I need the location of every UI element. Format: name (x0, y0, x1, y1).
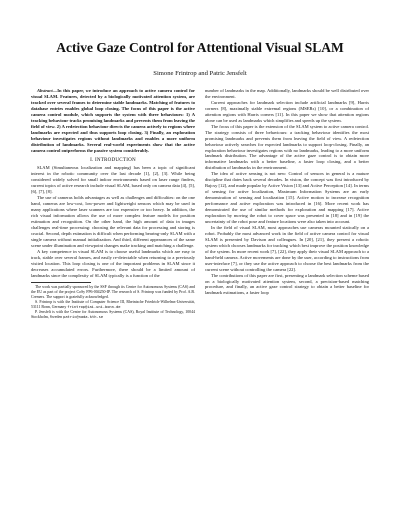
intro-paragraph-1: SLAM (Simultaneous localization and mapping) has been a topic of significant interest in the robotic community over the last decade [1], [2], [3]. While being considered widely solved for small indoor environments based on laser range finders, current topics of active research include visual SLAM, based only on camera data [4], [5], [6], [7], [8]. (31, 165, 196, 195)
footnote-author-2-email: patric@nada.kth.se (63, 314, 104, 319)
right-paragraph-1: number of landmarks in the map. Additionally, landmarks should be well distributed over the environment. (205, 88, 369, 99)
footnote-author-1 (31, 300, 195, 310)
right-paragraph-4: The idea of active sensing is not new: Control of sensors in general is a mature discipline that dates back several decades. In vision, the concept was first introduced by Bajcsy [12], and made popular by Active Vision [13] and Active Perception [14]. In terms of sensing for active localization, Maximum Information Systems are an early demonstration of sensing and localization [15]. Active motion to increase recognition performance and active exploration was introduced in [16]. More recent work has demonstrated the use of similar methods for exploration and mapping [17]. Active exploration by moving the robot to cover space was presented in [18] and in [19] the uncertainty of the robot pose and feature locations were also taken into account. (205, 171, 369, 224)
intro-paragraph-2: The use of cameras holds advantages as well as challenges and difficulties: on the one hand, cameras are low-cost, low-power and lightweight sensors which may be used in many applications where laser scanners are too expensive or too heavy. In addition, the rich visual information allows the use of more complex feature models for position estimation and recognition. On the other hand, the high amount of data in images challenges real-time processing: choosing the relevant data for processing and storing is crucial. Second, depth estimation is difficult when performing bearing-only SLAM with a single camera without manual initialization. And third, different appearances of the same scene under illumination and viewpoint changes make tracking and matching a challenge. (31, 195, 195, 248)
right-paragraph-2: Current approaches for landmark selection include artificial landmarks [9], Harris corners [8], maximally stable extremal regions (MSERs) [10], or a combination of attention regions with Harris corners [11]. In this paper we show that attention regions alone can be used as landmarks which simplifies and speeds up the system. (205, 99, 369, 123)
footnote-funding: The work was partially sponsored by the SSF through its Centre for Autonomous Systems (CAS) and the EU as part of the project CoSy FP6-004250-IP. The research of S. Frintrop was funded by Prof. A.B. Cremers. The support is gratefully acknowledged. (31, 284, 195, 299)
right-paragraph-3: The focus of this paper is the extension of the SLAM system to active camera control. The strategy consists of three behaviours: a tracking behaviour identifies the most promising landmarks and prevents them from leaving the field of view. A redetection behaviour actively searches for expected landmarks to support loop-closing. Finally, an exploration behaviour investigates regions with no landmarks, leading to a more uniform landmark distribution. The advantage of the active gaze control is to obtain more informative landmarks with a better baseline, a faster loop closing, and a better distribution of landmarks in the environment. (205, 123, 369, 171)
paper-authors: Simone Frintrop and Patric Jensfelt (153, 70, 247, 77)
footnote-author-2 (31, 310, 195, 320)
left-column (31, 88, 195, 320)
intro-paragraph-3: A key competence in visual SLAM is to choose useful landmarks which are easy to track, stable over several frames, and easily re-detectable when returning to a previously visited location. This loop closing is one of the important problems in SLAM since it decreases accumulated errors. Furthermore, there should be a limited amount of landmarks since the complexity of SLAM typically is a function of the (31, 248, 195, 278)
footnote-author-2-affiliation: P. Jensfelt is with the Centre for Autonomous Systems (CAS), Royal Institute of Technology, 10044 Stockholm, Sweden (31, 309, 195, 319)
right-paragraph-5: In the field of visual SLAM, most approaches use cameras mounted statically on a robot. Probably the most advanced work in the field of active camera control for visual SLAM is presented by Davison and colleagues. In [20], [21], they present a robotic system which chooses landmarks for tracking which best improve the position knowledge of the system. In more recent work [7], [22], they apply their visual SLAM approach to a hand-held camera. Active movements are done by the user, according to instructions from user-interface [7], or they use the active approach to choose the best landmarks from the current scene without controlling the camera [22]. (205, 224, 369, 272)
section-heading-introduction: I. INTRODUCTION (90, 157, 136, 164)
abstract (31, 88, 195, 153)
footnotes (31, 285, 195, 320)
paper-title: Active Gaze Control for Attentional Visual SLAM (56, 40, 344, 55)
right-paragraph-6: The contributions of this paper are first, presenting a landmark selection scheme based on a biologically motivated attention system, second, a precision-based matching procedure, and finally, an active gaze control strategy to obtain a better baseline for landmark estimations, a faster loop (205, 272, 369, 296)
footnote-divider (31, 282, 91, 283)
abstract-lead: Abstract— (37, 88, 58, 93)
right-column (205, 88, 369, 296)
footnote-author-1-email: frintrop@iai.uni-bonn.de (67, 304, 121, 309)
abstract-body: In this paper, we introduce an approach to active camera control for visual SLAM. Features, detected by a biologically motivated attention system, are tracked over several frames to determine stable landmarks. Matching of features to database entries enables global loop closing. The focus of this paper is the active camera control module, which supports the system with three behaviours: 1) A tracking behaviour tracks promising landmarks and prevents them from leaving the field of view. 2) A redetection behaviour directs the camera actively to regions where landmarks are expected and thus supports loop closing. 3) Finally, an exploration behaviour investigates regions without landmarks and enables a more uniform distribution of landmarks. Several real-world experiments show that the active camera control outperforms the passive system considerably. (31, 88, 195, 153)
footnote-author-1-affiliation: S. Frintrop is with the Institute of Computer Science III, Rheinische Friedrich-Wilhelms-Universität, 53111 Bonn, Germany (31, 299, 195, 309)
